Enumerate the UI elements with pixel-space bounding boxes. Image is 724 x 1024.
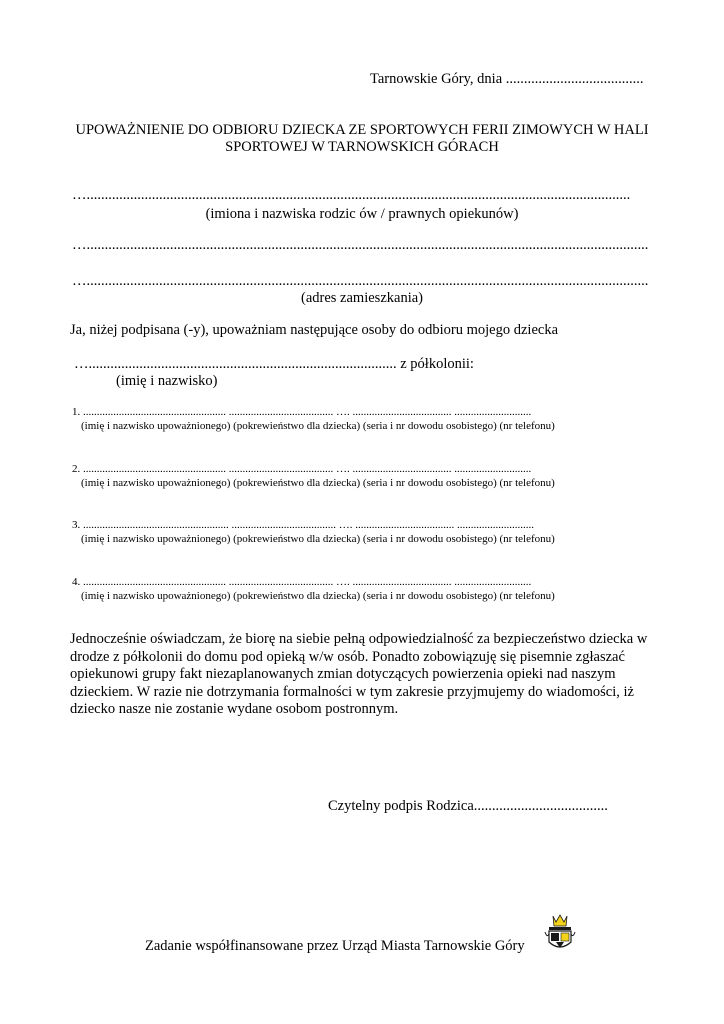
document-title-line-2: SPORTOWEJ W TARNOWSKICH GÓRACH (225, 139, 499, 155)
authorized-person-1-captions: (imię i nazwisko upoważnionego) (pokrewieństwo dla dziecka) (seria i nr dowodu osobistego) (nr telefonu) (81, 420, 555, 432)
cofinancing-note: Zadanie współfinansowane przez Urząd Miasta Tarnowskie Góry (145, 938, 525, 954)
authorized-person-4-fields[interactable]: 4. .................................................... ...................................... …. .................................... ............................ (72, 576, 532, 588)
address-field-line-1[interactable]: …........................................................................................................................................................... (72, 237, 649, 253)
child-name-caption: (imię i nazwisko) (116, 373, 218, 389)
authorized-person-3-captions: (imię i nazwisko upoważnionego) (pokrewieństwo dla dziecka) (seria i nr dowodu osobistego) (nr telefonu) (81, 533, 555, 545)
responsibility-declaration: Jednocześnie oświadczam, że biorę na siebie pełną odpowiedzialność za bezpieczeństwo dziecka w drodze z półkolonii do domu pod opieką w/w osób. Ponadto zobowiązuję się pisemnie zgłaszać opiekunowi grupy fakt niezaplanowanych zmian dotyczących powierzenia opieki nad naszym dzieckiem. W razie nie dotrzymania formalności w tym zakresie przyjmujemy do wiadomości, iż dziecko nasze nie zostanie wydane osobom postronnym. (70, 631, 648, 717)
authorized-person-2-fields[interactable]: 2. .................................................... ...................................... …. .................................... ............................ (72, 463, 532, 475)
authorized-person-3-fields[interactable]: 3. ..................................................... ...................................... …. .................................... ............................ (72, 519, 534, 531)
city-emblem-icon (543, 914, 577, 954)
authorized-person-1-fields[interactable]: 1. .................................................... ...................................... …. .................................... ............................ (72, 406, 532, 418)
parents-name-field[interactable]: …...................................................................................................................................................... (72, 187, 631, 203)
child-name-field[interactable]: …..................................................................................... z półkolonii: (74, 356, 474, 372)
address-field-line-2[interactable]: …........................................................................................................................................................... (72, 273, 649, 289)
date-line: Tarnowskie Góry, dnia ...................................... (370, 71, 644, 87)
authorized-person-4-captions: (imię i nazwisko upoważnionego) (pokrewieństwo dla dziecka) (seria i nr dowodu osobistego) (nr telefonu) (81, 590, 555, 602)
parents-name-caption: (imiona i nazwiska rodzic ów / prawnych opiekunów) (205, 206, 519, 222)
parent-signature-line[interactable]: Czytelny podpis Rodzica..................................... (328, 798, 608, 814)
document-title-line-1: UPOWAŻNIENIE DO ODBIORU DZIECKA ZE SPORTOWYCH FERII ZIMOWYCH W HALI (75, 122, 649, 138)
authorized-person-2-captions: (imię i nazwisko upoważnionego) (pokrewieństwo dla dziecka) (seria i nr dowodu osobistego) (nr telefonu) (81, 477, 555, 489)
address-caption: (adres zamieszkania) (301, 290, 423, 306)
authorization-statement: Ja, niżej podpisana (-y), upoważniam następujące osoby do odbioru mojego dziecka (70, 322, 559, 338)
